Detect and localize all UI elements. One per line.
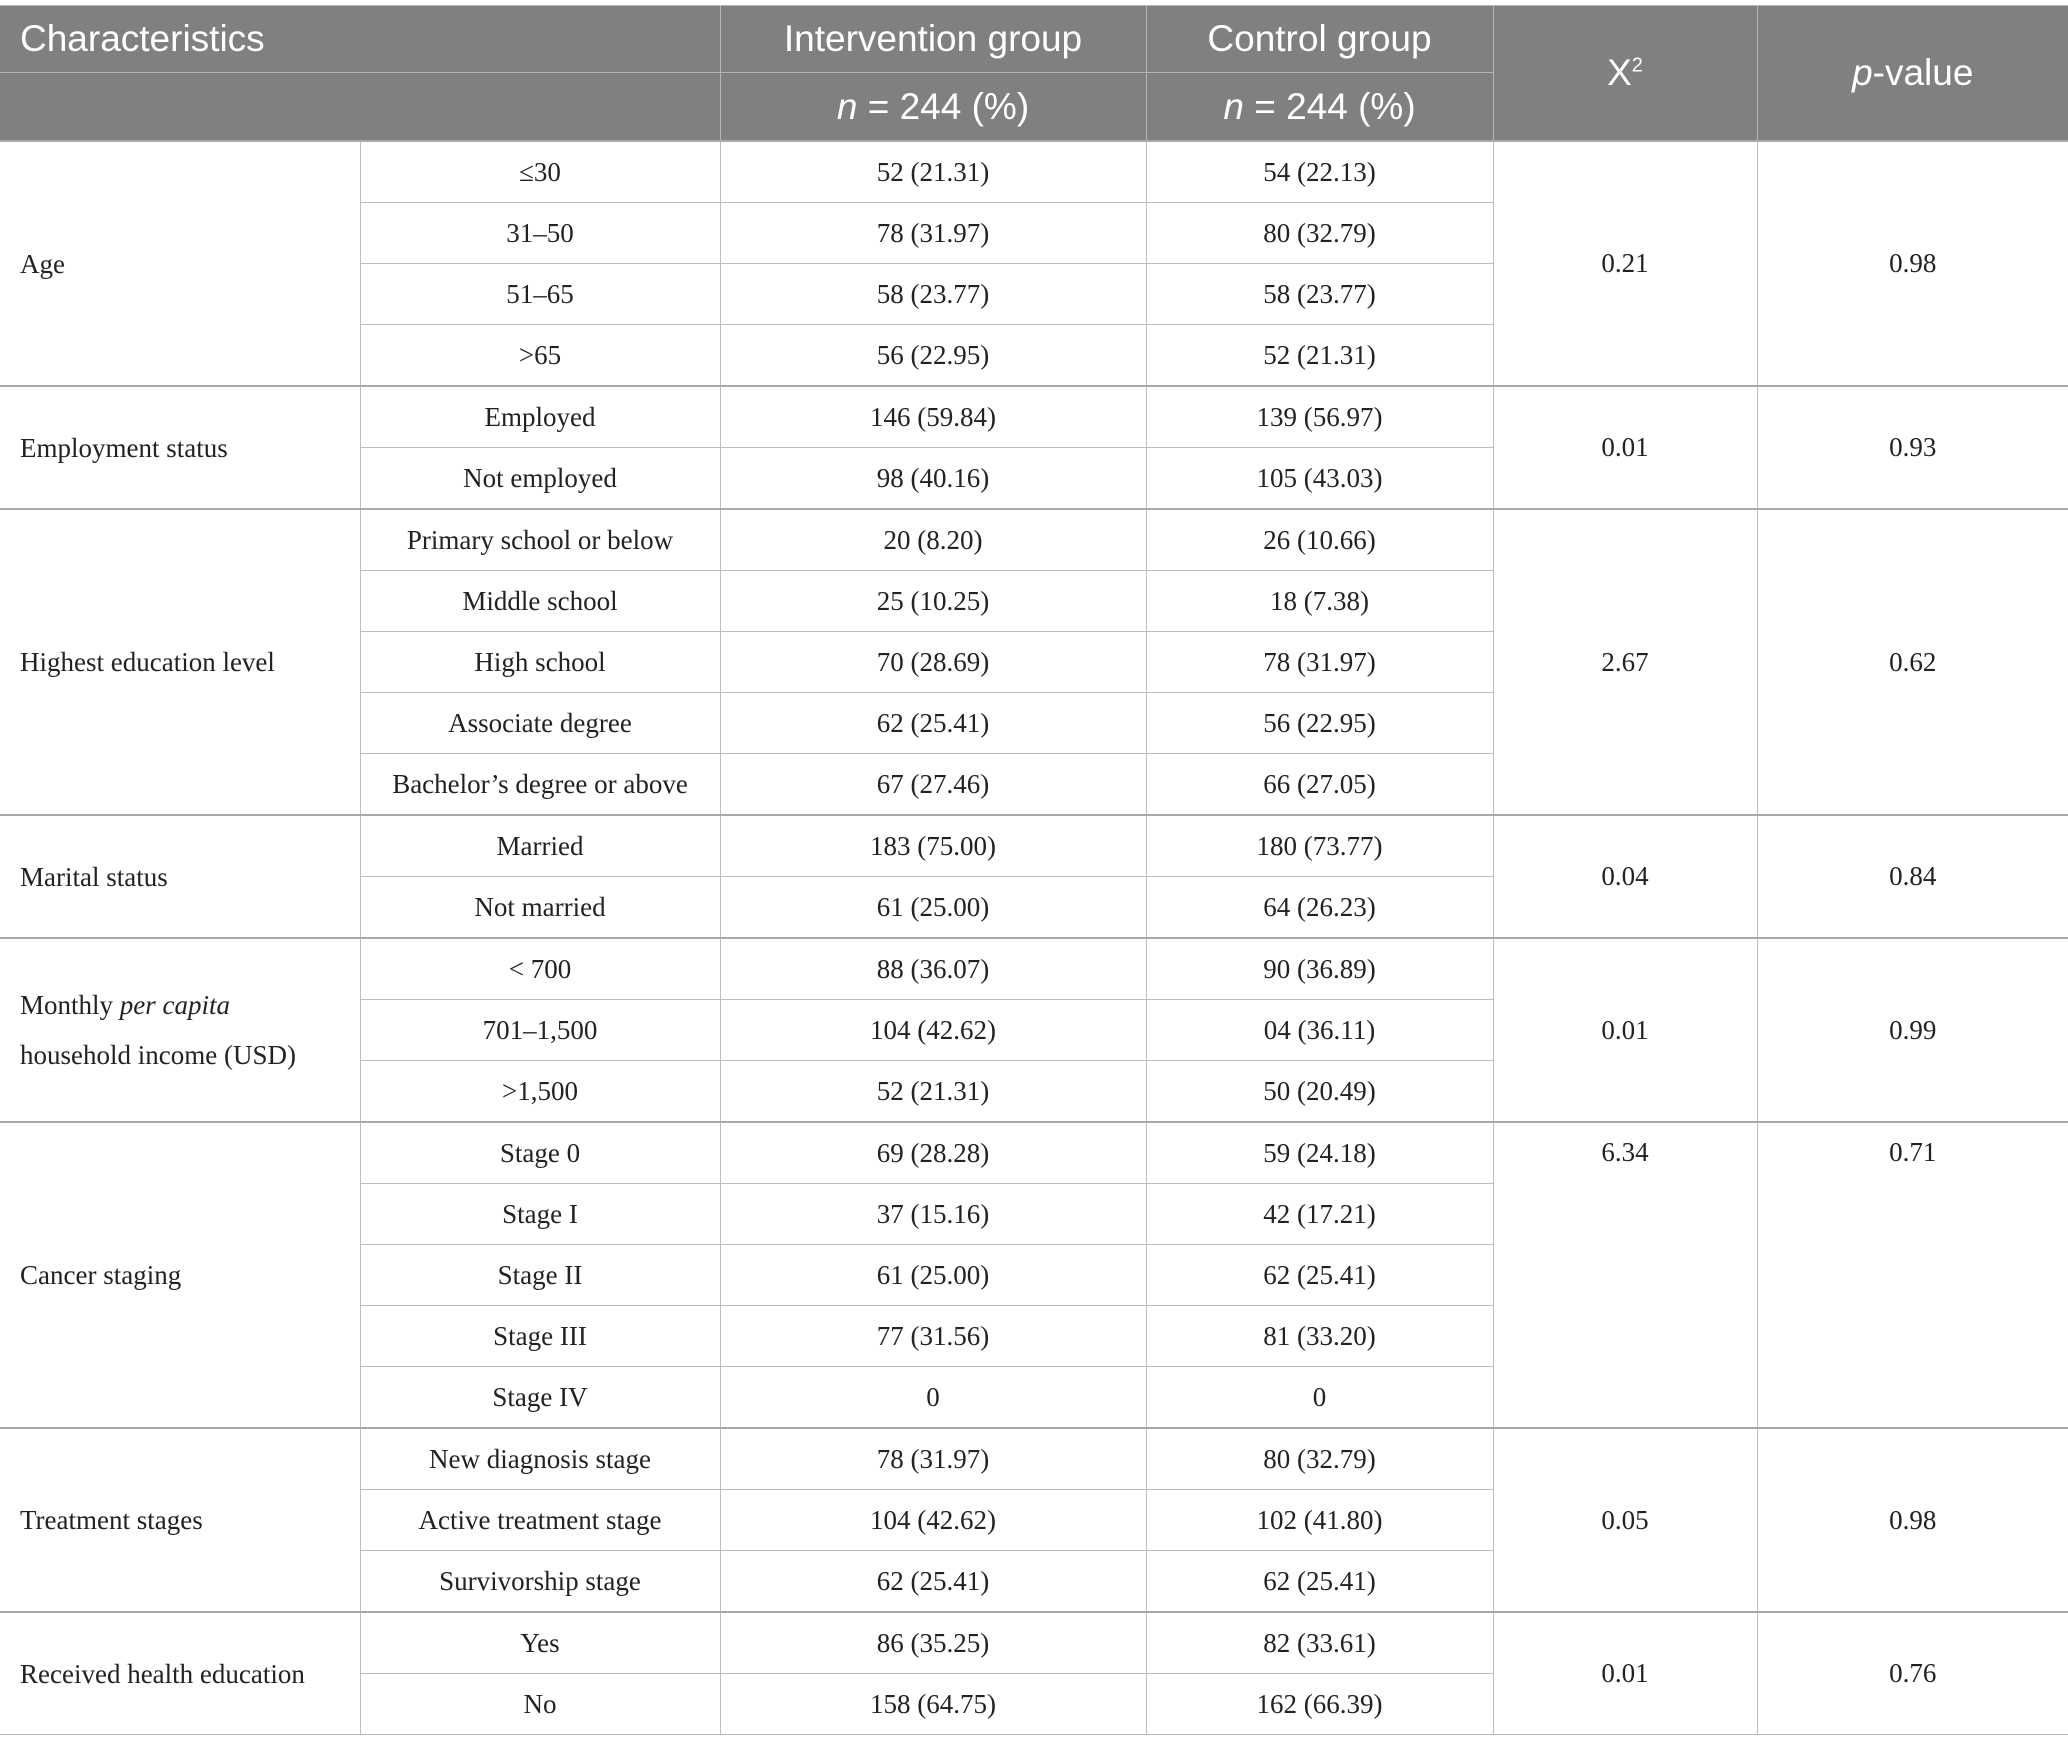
control-cell: 180 (73.77) bbox=[1146, 815, 1493, 877]
characteristics-table bbox=[0, 5, 2068, 1735]
table-row bbox=[0, 141, 2068, 203]
group-label-marital: Marital status bbox=[0, 815, 360, 938]
intervention-n-header bbox=[720, 73, 1146, 142]
intervention-cell: 78 (31.97) bbox=[720, 203, 1146, 264]
intervention-cell: 52 (21.31) bbox=[720, 1061, 1146, 1123]
characteristics-header: Characteristics bbox=[0, 6, 720, 73]
category-cell: Stage I bbox=[360, 1184, 720, 1245]
control-cell: 52 (21.31) bbox=[1146, 325, 1493, 387]
group-label-cancer: Cancer staging bbox=[0, 1122, 360, 1428]
intervention-cell: 62 (25.41) bbox=[720, 693, 1146, 754]
p-value-cell: 0.71 bbox=[1757, 1122, 2068, 1428]
group-label-income bbox=[0, 938, 360, 1122]
intervention-cell: 158 (64.75) bbox=[720, 1674, 1146, 1735]
category-cell: No bbox=[360, 1674, 720, 1735]
category-cell: Stage 0 bbox=[360, 1122, 720, 1184]
table-row bbox=[0, 386, 2068, 448]
table-body bbox=[0, 141, 2068, 1735]
intervention-cell: 56 (22.95) bbox=[720, 325, 1146, 387]
table-row bbox=[0, 1428, 2068, 1490]
intervention-group-header: Intervention group bbox=[720, 6, 1146, 73]
intervention-cell: 78 (31.97) bbox=[720, 1428, 1146, 1490]
control-cell: 58 (23.77) bbox=[1146, 264, 1493, 325]
category-cell: >1,500 bbox=[360, 1061, 720, 1123]
p-value-cell: 0.84 bbox=[1757, 815, 2068, 938]
group-label-employment: Employment status bbox=[0, 386, 360, 509]
chi-square-cell: 0.01 bbox=[1493, 1612, 1757, 1735]
intervention-cell: 67 (27.46) bbox=[720, 754, 1146, 816]
n-letter: n bbox=[1223, 85, 1244, 127]
control-cell: 80 (32.79) bbox=[1146, 203, 1493, 264]
intervention-cell: 104 (42.62) bbox=[720, 1490, 1146, 1551]
chi-square-cell: 6.34 bbox=[1493, 1122, 1757, 1428]
intervention-cell: 62 (25.41) bbox=[720, 1551, 1146, 1613]
intervention-cell: 70 (28.69) bbox=[720, 632, 1146, 693]
control-cell: 0 bbox=[1146, 1367, 1493, 1429]
intervention-cell: 52 (21.31) bbox=[720, 141, 1146, 203]
intervention-cell: 86 (35.25) bbox=[720, 1612, 1146, 1674]
intervention-cell: 25 (10.25) bbox=[720, 571, 1146, 632]
header-blank-cell bbox=[0, 73, 720, 142]
control-cell: 90 (36.89) bbox=[1146, 938, 1493, 1000]
income-label-pre: Monthly bbox=[20, 990, 120, 1020]
category-cell: Survivorship stage bbox=[360, 1551, 720, 1613]
control-cell: 64 (26.23) bbox=[1146, 877, 1493, 939]
intervention-cell: 69 (28.28) bbox=[720, 1122, 1146, 1184]
intervention-cell: 77 (31.56) bbox=[720, 1306, 1146, 1367]
intervention-cell: 0 bbox=[720, 1367, 1146, 1429]
category-cell: New diagnosis stage bbox=[360, 1428, 720, 1490]
intervention-cell: 98 (40.16) bbox=[720, 448, 1146, 510]
income-label-post: household income (USD) bbox=[20, 1040, 296, 1070]
table-row bbox=[0, 509, 2068, 571]
chi-square-cell: 0.05 bbox=[1493, 1428, 1757, 1612]
header-row bbox=[0, 6, 2068, 73]
intervention-cell: 88 (36.07) bbox=[720, 938, 1146, 1000]
p-value-cell: 0.98 bbox=[1757, 141, 2068, 386]
group-label-age: Age bbox=[0, 141, 360, 386]
control-cell: 59 (24.18) bbox=[1146, 1122, 1493, 1184]
category-cell: 51–65 bbox=[360, 264, 720, 325]
income-label-italic: per capita bbox=[119, 990, 230, 1020]
category-cell: High school bbox=[360, 632, 720, 693]
control-cell: 62 (25.41) bbox=[1146, 1245, 1493, 1306]
control-cell: 54 (22.13) bbox=[1146, 141, 1493, 203]
category-cell: < 700 bbox=[360, 938, 720, 1000]
category-cell: Stage II bbox=[360, 1245, 720, 1306]
control-n-text: = 244 (%) bbox=[1243, 85, 1416, 127]
category-cell: Not married bbox=[360, 877, 720, 939]
control-cell: 18 (7.38) bbox=[1146, 571, 1493, 632]
control-cell: 50 (20.49) bbox=[1146, 1061, 1493, 1123]
category-cell: Primary school or below bbox=[360, 509, 720, 571]
category-cell: Employed bbox=[360, 386, 720, 448]
chi-square-cell: 2.67 bbox=[1493, 509, 1757, 815]
control-cell: 62 (25.41) bbox=[1146, 1551, 1493, 1613]
category-cell: >65 bbox=[360, 325, 720, 387]
p-value-cell: 0.99 bbox=[1757, 938, 2068, 1122]
category-cell: Not employed bbox=[360, 448, 720, 510]
intervention-cell: 183 (75.00) bbox=[720, 815, 1146, 877]
chi-square-header bbox=[1493, 6, 1757, 142]
intervention-cell: 20 (8.20) bbox=[720, 509, 1146, 571]
control-cell: 78 (31.97) bbox=[1146, 632, 1493, 693]
p-value-header bbox=[1757, 6, 2068, 142]
p-value-cell: 0.93 bbox=[1757, 386, 2068, 509]
intervention-cell: 61 (25.00) bbox=[720, 877, 1146, 939]
group-label-treatment: Treatment stages bbox=[0, 1428, 360, 1612]
group-label-education: Highest education level bbox=[0, 509, 360, 815]
group-label-health-education: Received health education bbox=[0, 1612, 360, 1735]
intervention-cell: 146 (59.84) bbox=[720, 386, 1146, 448]
control-cell: 56 (22.95) bbox=[1146, 693, 1493, 754]
control-cell: 102 (41.80) bbox=[1146, 1490, 1493, 1551]
control-cell: 42 (17.21) bbox=[1146, 1184, 1493, 1245]
intervention-cell: 58 (23.77) bbox=[720, 264, 1146, 325]
category-cell: ≤30 bbox=[360, 141, 720, 203]
table-row bbox=[0, 1122, 2068, 1184]
category-cell: Bachelor’s degree or above bbox=[360, 754, 720, 816]
p-letter: p bbox=[1852, 52, 1873, 93]
intervention-n-text: = 244 (%) bbox=[857, 85, 1030, 127]
p-value-cell: 0.76 bbox=[1757, 1612, 2068, 1735]
table-row bbox=[0, 815, 2068, 877]
category-cell: Active treatment stage bbox=[360, 1490, 720, 1551]
category-cell: Middle school bbox=[360, 571, 720, 632]
control-cell: 82 (33.61) bbox=[1146, 1612, 1493, 1674]
p-value-suffix: -value bbox=[1872, 52, 1974, 93]
category-cell: 701–1,500 bbox=[360, 1000, 720, 1061]
category-cell: Married bbox=[360, 815, 720, 877]
category-cell: Stage III bbox=[360, 1306, 720, 1367]
p-value-cell: 0.98 bbox=[1757, 1428, 2068, 1612]
chi-square-cell: 0.04 bbox=[1493, 815, 1757, 938]
chi-square-symbol: X bbox=[1607, 52, 1632, 93]
n-letter: n bbox=[836, 85, 858, 127]
chi-square-superscript: 2 bbox=[1631, 54, 1643, 77]
category-cell: Associate degree bbox=[360, 693, 720, 754]
intervention-cell: 104 (42.62) bbox=[720, 1000, 1146, 1061]
control-cell: 04 (36.11) bbox=[1146, 1000, 1493, 1061]
table-row bbox=[0, 938, 2068, 1000]
control-cell: 81 (33.20) bbox=[1146, 1306, 1493, 1367]
table-container bbox=[0, 5, 2068, 1735]
table-header bbox=[0, 6, 2068, 142]
control-cell: 105 (43.03) bbox=[1146, 448, 1493, 510]
control-cell: 139 (56.97) bbox=[1146, 386, 1493, 448]
category-cell: Yes bbox=[360, 1612, 720, 1674]
category-cell: Stage IV bbox=[360, 1367, 720, 1429]
control-cell: 162 (66.39) bbox=[1146, 1674, 1493, 1735]
control-n-header bbox=[1146, 73, 1493, 142]
table-row bbox=[0, 1612, 2068, 1674]
p-value-cell: 0.62 bbox=[1757, 509, 2068, 815]
control-group-header: Control group bbox=[1146, 6, 1493, 73]
chi-square-cell: 0.21 bbox=[1493, 141, 1757, 386]
intervention-cell: 37 (15.16) bbox=[720, 1184, 1146, 1245]
intervention-cell: 61 (25.00) bbox=[720, 1245, 1146, 1306]
control-cell: 66 (27.05) bbox=[1146, 754, 1493, 816]
category-cell: 31–50 bbox=[360, 203, 720, 264]
control-cell: 80 (32.79) bbox=[1146, 1428, 1493, 1490]
control-cell: 26 (10.66) bbox=[1146, 509, 1493, 571]
chi-square-cell: 0.01 bbox=[1493, 938, 1757, 1122]
chi-square-cell: 0.01 bbox=[1493, 386, 1757, 509]
